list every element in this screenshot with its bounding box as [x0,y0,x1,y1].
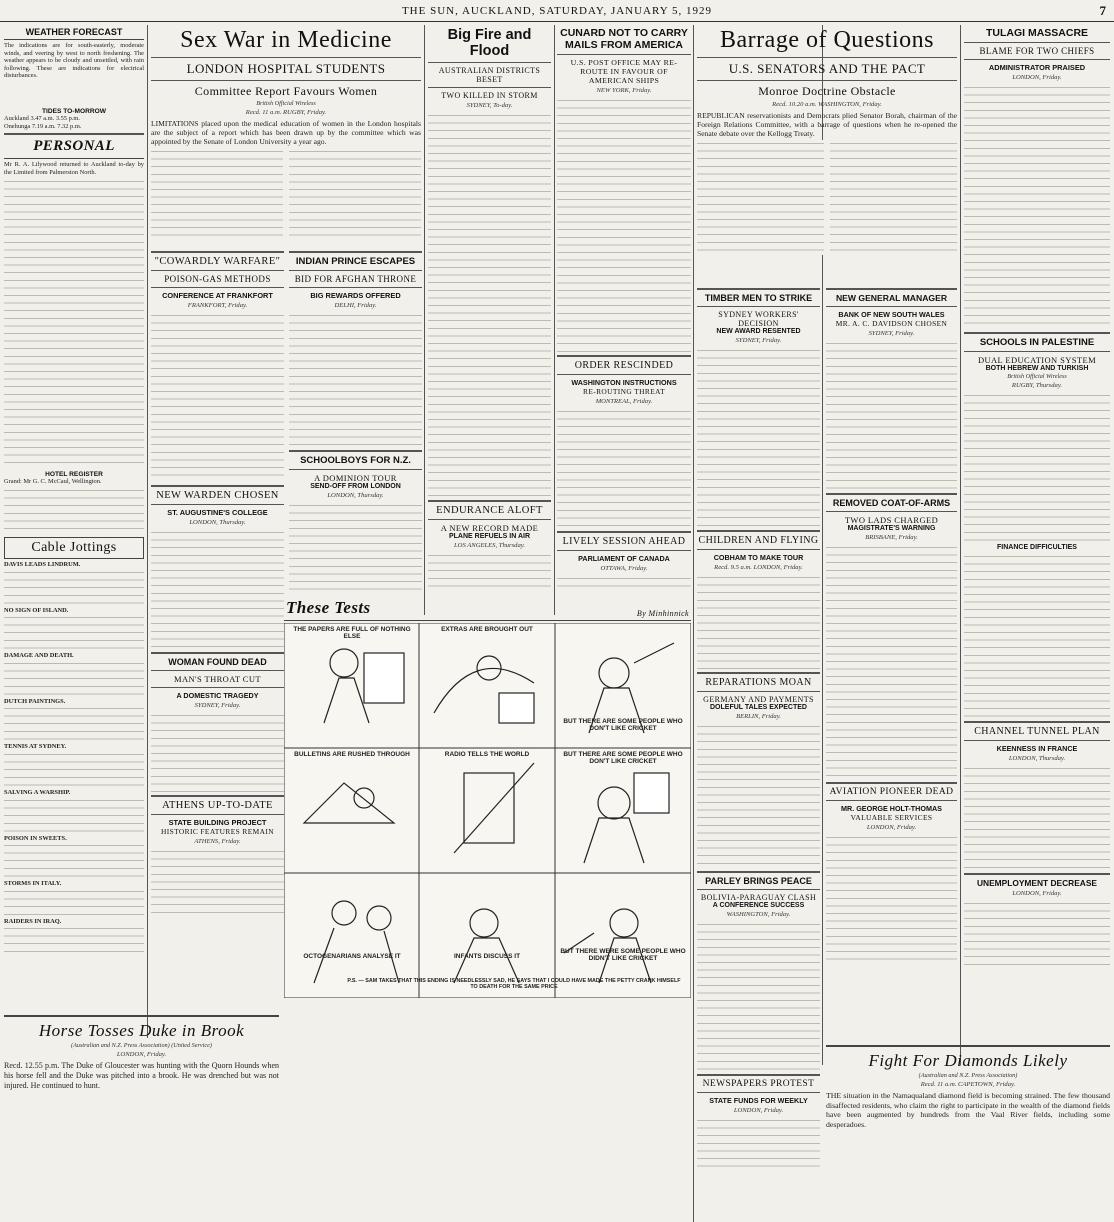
parley-dateline: WASHINGTON, Friday. [726,911,791,918]
newspapers-body [697,1117,820,1172]
reparations-headline: REPARATIONS MOAN [705,677,812,688]
cartoon-caption: BUT THERE ARE SOME PEOPLE WHO DON'T LIKE CRICKET [563,751,683,765]
order-body [557,408,691,528]
channel-subhead: KEENNESS IN FRANCE [996,744,1078,753]
hotel-body [4,487,144,533]
endurance-body [428,552,551,592]
column-6 [697,285,820,1205]
cunard-dateline: NEW YORK, Friday. [596,87,652,94]
parley-subhead: BOLIVIA-PARAGUAY CLASH [700,893,817,902]
manager-body [826,340,957,490]
indian-body [289,312,422,447]
schoolboys-body [289,502,422,593]
aviation-subhead: MR. GEORGE HOLT-THOMAS [841,804,942,813]
barrage-subhead: U.S. SENATORS AND THE PACT [728,61,926,76]
schoolboys-subhead: A DOMINION TOUR [314,473,397,483]
athens-headline: ATHENS UP-TO-DATE [162,800,273,811]
unemployment-body [964,900,1110,970]
channel-body [964,765,1110,870]
tulagi-body [964,84,1110,329]
weather-text: The indications are for south-easterly, moderate winds, and veering by west to north freshening. The weather appears to be cloudy and unsettled, with rain following. These are indications for electrical disturbances. [4,42,144,80]
fire-subhead-2: TWO KILLED IN STORM [441,91,538,100]
timber-body [697,347,820,527]
coatofarms-subhead: TWO LADS CHARGED [844,515,939,525]
warden-headline: NEW WARDEN CHOSEN [156,490,279,501]
cable-item: DAMAGE AND DEATH. [4,652,74,660]
sexwar-subhead: LONDON HOSPITAL STUDENTS [186,61,386,76]
woman-body [151,712,284,792]
channel-dateline: LONDON, Thursday. [1008,755,1066,762]
horse-dateline: LONDON, Friday. [116,1051,167,1058]
timber-dateline: SYDNEY, Friday. [735,337,782,344]
fire-dateline: SYDNEY, To-day. [466,102,513,109]
tides-row: Auckland 3.47 a.m. 3.55 p.m. [4,115,80,122]
schoolboys-dateline: LONDON, Thursday. [327,492,384,499]
cable-item: DUTCH PAINTINGS. [4,697,66,705]
endurance-dateline: LOS ANGELES, Thursday. [454,542,525,549]
cable-list [4,561,144,955]
horse-story [4,1015,279,1205]
woman-subhead: MAN'S THROAT CUT [174,674,261,684]
manager-subhead: BANK OF NEW SOUTH WALES [838,310,945,319]
sexwar-subhead-2: Committee Report Favours Women [194,84,378,98]
children-subhead: COBHAM TO MAKE TOUR [713,553,804,562]
lively-headline: LIVELY SESSION AHEAD [562,536,686,547]
palestine-dateline: RUGBY, Thursday. [1011,382,1063,389]
column-7 [826,285,957,1045]
athens-subhead-2: HISTORIC FEATURES REMAIN [161,827,274,836]
aviation-subhead-2: VALUABLE SERVICES [850,813,933,822]
schoolboys-subhead-2: SEND-OFF FROM LONDON [310,483,401,490]
horse-source: (Australian and N.Z. Press Association) (United Service) [71,1042,212,1049]
indian-subhead-2: BIG REWARDS OFFERED [310,291,401,300]
cowardly-subhead-2: CONFERENCE AT FRANKFORT [162,291,273,300]
cable-item: SALVING A WARSHIP. [4,788,71,796]
palestine-subhead-2: BOTH HEBREW AND TURKISH [985,365,1089,372]
warden-subhead: ST. AUGUSTINE'S COLLEGE [167,508,268,517]
athens-body [151,848,284,918]
cable-item: TENNIS AT SYDNEY. [4,743,67,751]
palestine-body-2 [964,553,1110,718]
reparations-body [697,723,820,868]
indian-headline: INDIAN PRINCE ESCAPES [295,256,416,267]
barrage-subhead-2: Monroe Doctrine Obstacle [758,84,896,98]
tulagi-headline: TULAGI MASSACRE [985,27,1089,39]
cartoon-caption: BUT THERE WERE SOME PEOPLE WHO DIDN'T LIKE CRICKET [560,948,686,962]
cartoon [284,598,691,1008]
endurance-subhead-2: PLANE REFUELS IN AIR [448,533,531,540]
personal-body [4,178,144,468]
diamonds-headline: Fight For Diamonds Likely [868,1051,1068,1070]
cable-item: STORMS IN ITALY. [4,880,62,888]
cartoon-caption: THE PAPERS ARE FULL OF NOTHING ELSE [293,626,411,640]
tulagi-subhead: BLAME FOR TWO CHIEFS [979,46,1095,56]
aviation-body [826,834,957,964]
palestine-headline: SCHOOLS IN PALESTINE [979,337,1095,348]
cartoon-postscript: P.S. — SAM TAKES THAT THIS ENDING IS NEEDLESSLY SAD, HE SAYS THAT I COULD HAVE MADE THE PETTY CRANK HIMSELF TO DEATH FOR THE SAME PRICE [347,978,681,990]
barrage-body [697,140,957,255]
column-3 [289,248,422,593]
timber-subhead-2: NEW AWARD RESENTED [716,328,801,335]
column-rule [693,25,694,1222]
order-subhead: WASHINGTON INSTRUCTIONS [571,378,677,387]
coatofarms-subhead-2: MAGISTRATE'S WARNING [847,525,936,532]
endurance-headline: ENDURANCE ALOFT [436,505,543,516]
diamonds-body: THE situation in the Namaqualand diamond field is becoming strained. The few thousand disaffected residents, who claim the right to participate in the wealth of the diamond fields have been augmented by hundreds from the Vaal River fields, including some desperadoes. [826,1091,1110,1129]
masthead [0,0,1114,22]
channel-headline: CHANNEL TUNNEL PLAN [974,726,1100,737]
column-rule [424,25,425,615]
cowardly-subhead: POISON-GAS METHODS [164,274,271,284]
order-dateline: MONTREAL, Friday. [595,398,653,405]
reparations-subhead: GERMANY AND PAYMENTS [703,695,814,704]
sexwar-source: British Official Wireless [256,100,316,107]
column-rule [554,25,555,615]
cartoon-caption: EXTRAS ARE BROUGHT OUT [441,626,533,633]
warden-dateline: LONDON, Thursday. [189,519,246,526]
schoolboys-headline: SCHOOLBOYS FOR N.Z. [300,455,411,466]
diamonds-dateline: Recd. 11 a.m. CAPETOWN, Friday. [920,1081,1016,1088]
order-subhead-2: RE-ROUTING THREAT [582,387,665,396]
column-5 [557,27,691,592]
column-4 [428,27,551,592]
warden-body [151,529,284,649]
cunard-headline: CUNARD NOT TO CARRY MAILS FROM AMERICA [560,27,688,51]
cartoon-title: These Tests [286,598,371,617]
masthead-title: THE SUN, AUCKLAND, SATURDAY, JANUARY 5, 1929 [401,5,713,17]
athens-dateline: ATHENS, Friday. [194,838,241,845]
coatofarms-headline: REMOVED COAT-OF-ARMS [832,498,951,508]
cable-item: NO SIGN OF ISLAND. [4,606,69,614]
column-rule [960,25,961,1065]
athens-subhead: STATE BUILDING PROJECT [168,818,267,827]
column-8 [964,27,1110,1042]
manager-headline: NEW GENERAL MANAGER [835,293,948,303]
indian-dateline: DELHI, Friday. [334,302,377,309]
barrage-lead: REPUBLICAN reservationists and Democrats plied Senator Borah, chairman of the Foreign Relations Committee, with a barrage of questions when he re-opened the Senate debate over the Kellogg Treaty. [697,111,957,138]
tulagi-subhead-2: ADMINISTRATOR PRAISED [988,63,1086,72]
woman-subhead-2: A DOMESTIC TRAGEDY [176,691,259,700]
column-rule [147,25,148,1038]
parley-subhead-2: A CONFERENCE SUCCESS [712,902,805,909]
cable-item: DAVIS LEADS LINDRUM. [4,560,81,568]
children-dateline: Recd. 9.5 a.m. LONDON, Friday. [714,564,803,571]
cable-item: RAIDERS IN IRAQ. [4,917,62,925]
tulagi-dateline: LONDON, Friday. [1012,74,1062,81]
timber-headline: TIMBER MEN TO STRIKE [704,293,813,303]
indian-subhead: BID FOR AFGHAN THRONE [294,274,417,284]
cartoon-caption: BULLETINS ARE RUSHED THROUGH [294,751,410,758]
cowardly-dateline: FRANKFORT, Friday. [187,302,248,309]
palestine-body [964,392,1110,542]
page-number: 7 [1099,3,1106,18]
cable-jottings-heading: Cable Jottings [4,537,144,559]
fire-subhead: AUSTRALIAN DISTRICTS BESET [438,66,541,84]
horse-headline: Horse Tosses Duke in Brook [38,1021,245,1040]
personal-lead: Mr R. A. Lilywood returned to Auckland to-day by the Limited from Palmerston North. [4,161,144,176]
aviation-dateline: LONDON, Friday. [866,824,917,831]
fire-headline: Big Fire and Flood [447,27,532,59]
cartoon-caption: BUT THERE ARE SOME PEOPLE WHO DON'T LIKE CRICKET [563,718,683,732]
timber-subhead: SYDNEY WORKERS' DECISION [718,310,799,328]
woman-dateline: SYDNEY, Friday. [194,702,241,709]
tides-row: Onehunga 7.19 a.m. 7.32 p.m. [4,122,82,130]
cartoon-byline: By Minhinnick [636,609,689,618]
cartoon-drawing [284,623,691,998]
reparations-subhead-2: DOLEFUL TALES EXPECTED [710,704,807,711]
fire-body [428,112,551,497]
hotel-lead: Grand: Mr G. C. McCaul, Wellington. [4,478,102,486]
parley-body [697,921,820,1071]
sexwar-lead: LIMITATIONS placed upon the medical education of women in the London hospitals are the subject of a report which has been drawn up by the committee which was appointed by the Senate of London University a year ago. [151,119,421,146]
sexwar-dateline: Recd. 11 a.m. RUGBY, Friday. [245,109,327,116]
parley-headline: PARLEY BRINGS PEACE [705,876,812,886]
sexwar-story [151,27,421,242]
coatofarms-dateline: BRISBANE, Friday. [865,534,918,541]
sexwar-headline: Sex War in Medicine [180,27,392,53]
cowardly-headline: "COWARDLY WARFARE" [154,256,281,267]
weather-heading: WEATHER FORECAST [4,27,144,40]
diamonds-source: (Australian and N.Z. Press Association) [918,1072,1018,1079]
manager-subhead-2: MR. A. C. DAVIDSON CHOSEN [835,319,948,328]
newspapers-headline: NEWSPAPERS PROTEST [702,1079,815,1089]
cartoon-caption: OCTOGENARIANS ANALYSE IT [303,953,401,960]
manager-dateline: SYDNEY, Friday. [868,330,915,337]
hotel-heading: HOTEL REGISTER [45,471,103,479]
cunard-subhead: U.S. POST OFFICE MAY RE-ROUTE IN FAVOUR OF AMERICAN SHIPS [570,58,678,85]
endurance-subhead: A NEW RECORD MADE [440,523,539,533]
palestine-crosshead: FINANCE DIFFICULTIES [997,544,1077,551]
cunard-body [557,97,691,352]
unemployment-headline: UNEMPLOYMENT DECREASE [976,878,1098,888]
diamonds-story [826,1045,1110,1210]
palestine-source: British Official Wireless [1007,373,1067,380]
lively-dateline: OTTAWA, Friday. [600,565,648,572]
unemployment-dateline: LONDON, Friday. [1012,890,1062,897]
lively-body [557,575,691,592]
tides-heading: TIDES TO-MORROW [42,108,106,115]
column-2 [151,248,284,1008]
cartoon-caption: RADIO TELLS THE WORLD [444,751,530,758]
aviation-headline: AVIATION PIONEER DEAD [829,787,954,797]
horse-body: Recd. 12.55 p.m. The Duke of Gloucester was hunting with the Quorn Hounds when his horse fell and the Duke was pitched into a brook. He was drenched but was not injured. He continued to hunt. [4,1061,279,1090]
barrage-headline: Barrage of Questions [720,27,934,53]
woman-headline: WOMAN FOUND DEAD [168,657,267,667]
children-body [697,574,820,669]
barrage-dateline: Recd. 10.20 a.m. WASHINGTON, Friday. [772,101,882,108]
order-headline: ORDER RESCINDED [574,360,674,371]
cable-item: POISON IN SWEETS. [4,834,67,842]
palestine-subhead: DUAL EDUCATION SYSTEM [977,355,1097,365]
cartoon-caption: INFANTS DISCUSS IT [453,953,521,960]
reparations-dateline: BERLIN, Friday. [736,713,781,720]
personal-heading: PERSONAL [4,138,144,159]
barrage-story [697,27,957,282]
lively-subhead: PARLIAMENT OF CANADA [578,554,670,563]
column-1 [4,27,144,1012]
newspapers-subhead: STATE FUNDS FOR WEEKLY [709,1096,808,1105]
sexwar-body [151,148,421,242]
cowardly-body [151,312,284,482]
newspapers-dateline: LONDON, Friday. [733,1107,784,1114]
coatofarms-body [826,544,957,779]
children-headline: CHILDREN AND FLYING [698,535,819,546]
